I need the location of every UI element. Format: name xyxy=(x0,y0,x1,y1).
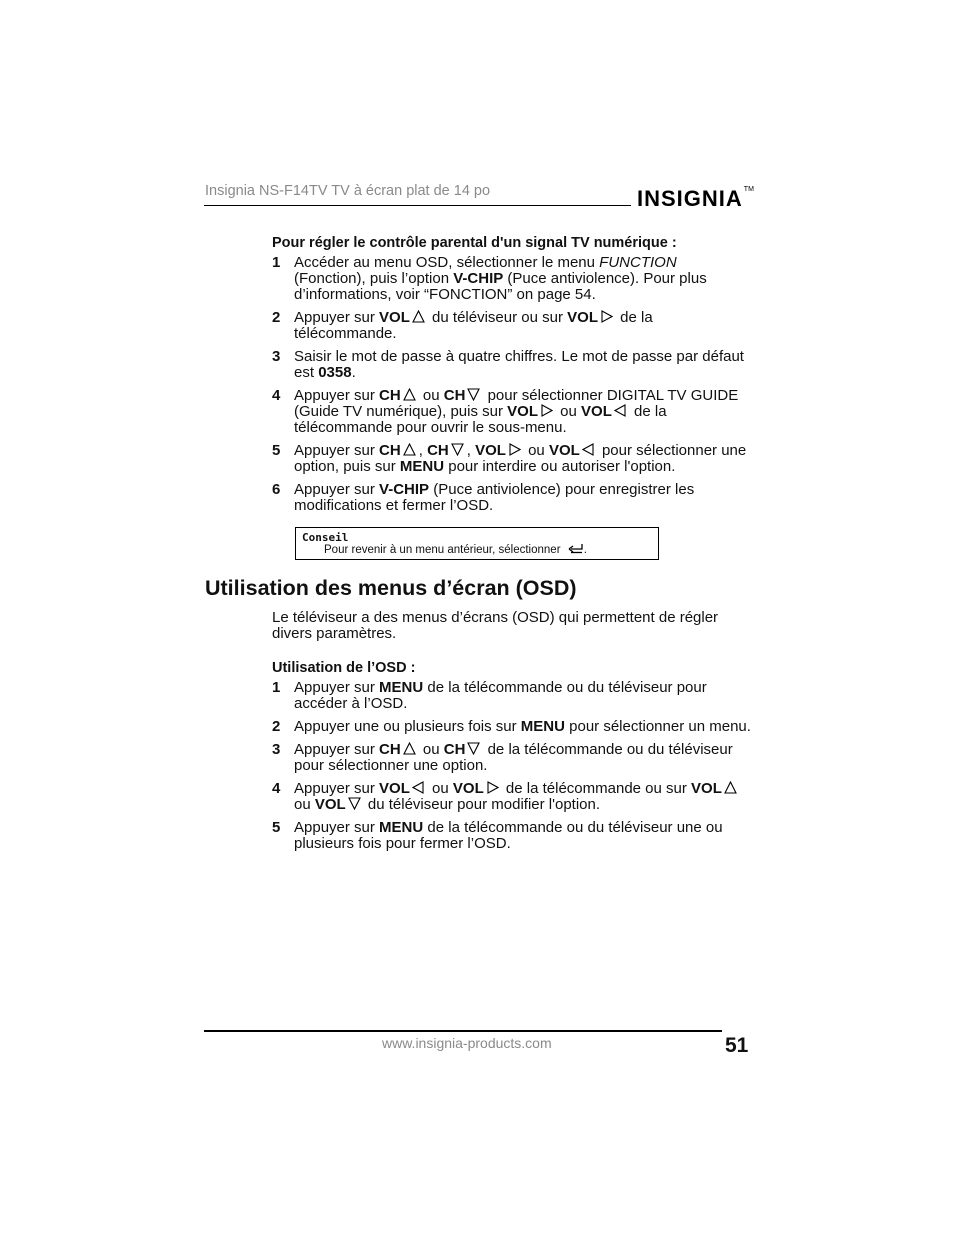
triangle-down-icon xyxy=(348,797,361,810)
list-item: 3 Appuyer sur CH ou CH de la télécommande ou du téléviseur pour sélectionner une option. xyxy=(272,741,733,774)
list-item: 6 Appuyer sur V-CHIP (Puce antiviolence) pour enregistrer les modifications et fermer l’OSD. xyxy=(272,481,695,514)
triangle-up-icon xyxy=(403,388,416,401)
logo-trademark: TM xyxy=(743,186,754,193)
triangle-right-icon xyxy=(508,443,521,456)
insignia-logo xyxy=(637,186,754,212)
list-item: 4 Appuyer sur VOL ou VOL de la télécommande ou sur VOL ou VOL du téléviseur pour modifier l'option. xyxy=(272,781,752,813)
section-title: Utilisation des menus d’écran (OSD) xyxy=(205,576,577,600)
triangle-up-icon xyxy=(403,742,416,755)
triangle-down-icon xyxy=(467,388,480,401)
tip-box xyxy=(295,527,659,560)
list-item: 5 Appuyer sur MENU de la télécommande ou du téléviseur une ou plusieurs fois pour fermer l’OSD. xyxy=(272,819,723,852)
list-item: 2 Appuyer une ou plusieurs fois sur MENU pour sélectionner un menu. xyxy=(272,718,751,735)
list-item: 4 Appuyer sur CH ou CH pour sélectionner DIGITAL TV GUIDE (Guide TV numérique), puis sur VOL ou VOL de la télécommande pour ouvrir le sous-menu. xyxy=(272,387,739,436)
list-item: 3 Saisir le mot de passe à quatre chiffres. Le mot de passe par défaut est 0358. xyxy=(272,348,744,381)
list-item: 1 Appuyer sur MENU de la télécommande ou du téléviseur pour accéder à l’OSD. xyxy=(272,679,707,712)
list-item: 2 Appuyer sur VOL du téléviseur ou sur VOL de la télécommande. xyxy=(272,309,653,342)
parental-heading: Pour régler le contrôle parental d'un signal TV numérique : xyxy=(272,235,677,251)
list-item: 5 Appuyer sur CH , CH , VOL ou VOL pour sélectionner une option, puis sur MENU pour interdire ou autoriser l'option. xyxy=(272,442,747,475)
parental-section xyxy=(272,235,752,521)
list-item: 1 Accéder au menu OSD, sélectionner le menu FUNCTION (Fonction), puis l’option V-CHIP (Puce antiviolence). Pour plus d’informations, voir “FONCTION” on page 54. xyxy=(272,254,707,303)
page-number: 51 xyxy=(725,1034,749,1057)
parental-steps xyxy=(272,255,752,514)
tip-title: Conseil xyxy=(302,531,349,544)
triangle-right-icon xyxy=(540,404,553,417)
triangle-right-icon xyxy=(600,310,613,323)
triangle-up-icon xyxy=(724,781,737,794)
tip-text: Pour revenir à un menu antérieur, sélectionner . xyxy=(324,544,587,556)
triangle-left-icon xyxy=(412,781,425,794)
return-icon xyxy=(568,543,584,554)
triangle-left-icon xyxy=(614,404,627,417)
osd-steps xyxy=(272,680,752,852)
triangle-right-icon xyxy=(486,781,499,794)
osd-heading: Utilisation de l’OSD : xyxy=(272,660,416,676)
triangle-up-icon xyxy=(403,443,416,456)
triangle-down-icon xyxy=(451,443,464,456)
header-divider xyxy=(204,205,631,206)
triangle-up-icon xyxy=(412,310,425,323)
triangle-down-icon xyxy=(467,742,480,755)
logo-text: INSIGNIA xyxy=(637,186,743,211)
running-header: Insignia NS-F14TV TV à écran plat de 14 po xyxy=(205,183,491,199)
footer-divider xyxy=(204,1030,722,1032)
triangle-left-icon xyxy=(582,443,595,456)
footer-url: www.insignia-products.com xyxy=(382,1035,552,1051)
osd-intro: Le téléviseur a des menus d’écrans (OSD) qui permettent de régler divers paramètres. xyxy=(272,609,719,642)
osd-section xyxy=(272,610,752,859)
